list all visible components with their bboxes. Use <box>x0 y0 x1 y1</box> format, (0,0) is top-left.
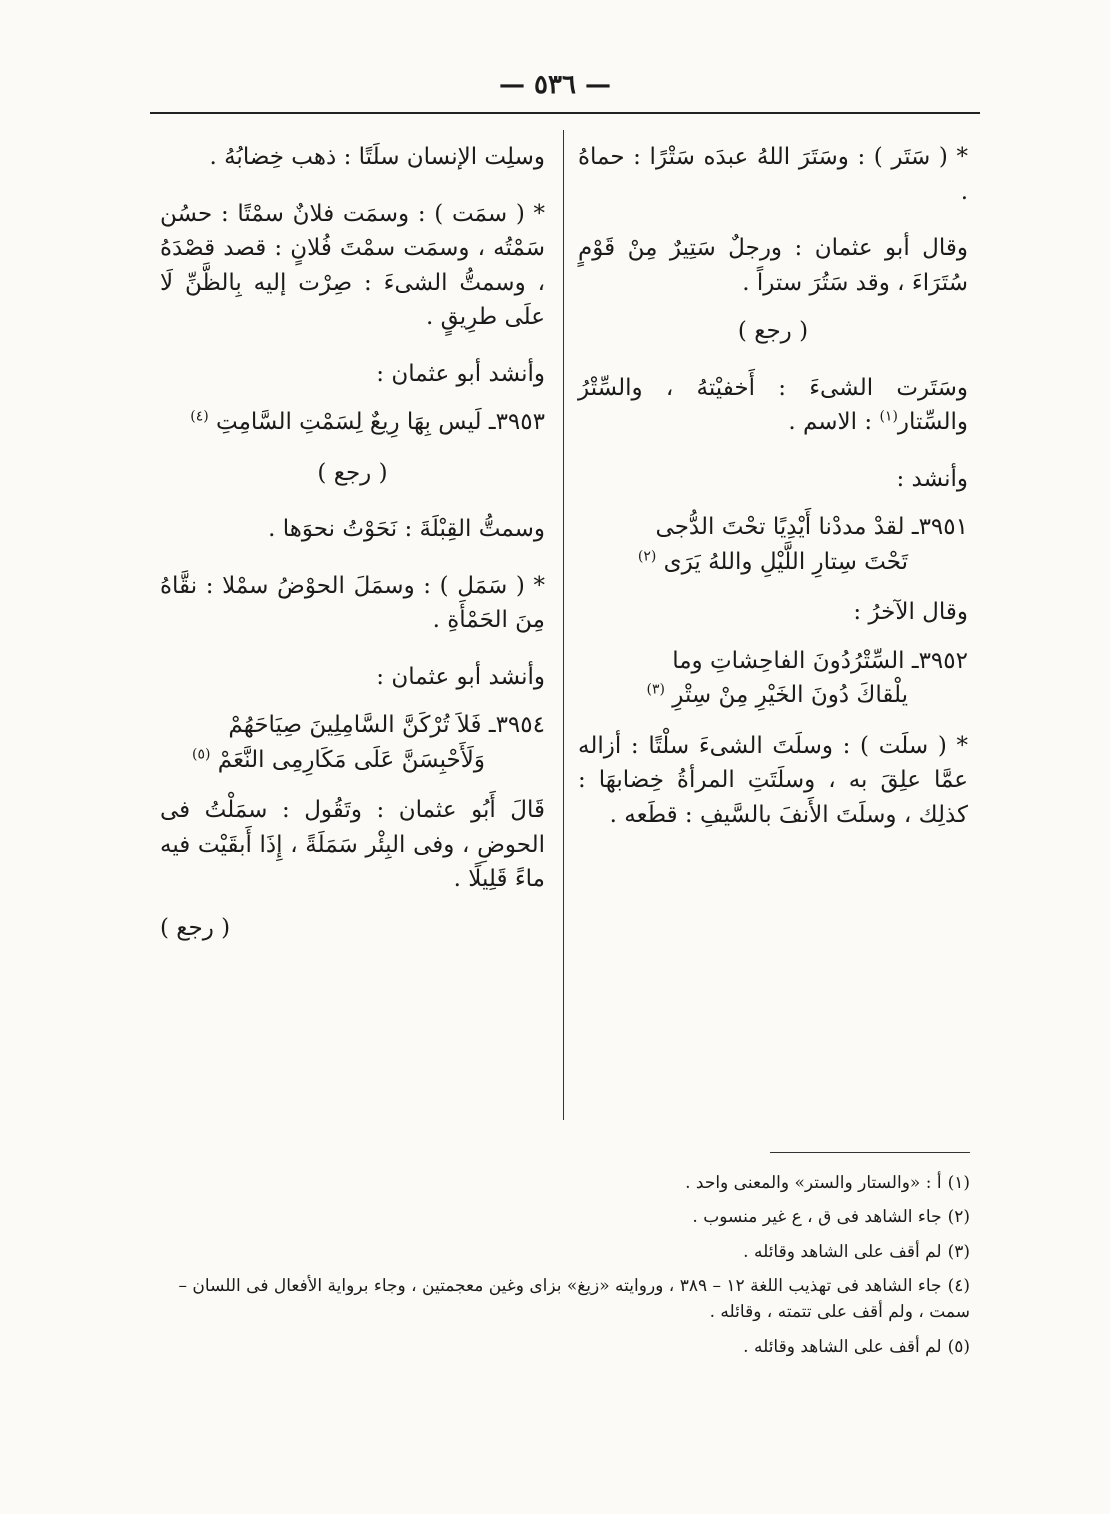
footnote <box>150 1334 970 1360</box>
verse-line-text: يلْقاكَ دُونَ الخَيْرِ مِنْ سِتْرِ <box>672 682 908 708</box>
refer-mark: ( رجع ) <box>737 318 809 344</box>
footnote-ref-3[interactable]: (٣) <box>646 681 665 698</box>
anshad-abu-uthman-2: وأنشد أبو عثمان : <box>376 663 545 690</box>
left-column <box>160 140 545 1130</box>
entry-satar: * ( سَتَر ) : وسَتَرَ اللهُ عبدَه سَتْرًا : حماهُ . <box>578 144 968 205</box>
verse-3953 <box>160 405 545 440</box>
footnote-number: (٢) <box>947 1207 970 1228</box>
footnote-text: لم أقف على الشاهد وقائله . <box>743 1336 942 1357</box>
footnote <box>150 1239 970 1265</box>
footnote-ref-2[interactable]: (٢) <box>637 547 657 564</box>
verse-line <box>160 743 545 778</box>
satar-definition-tail: : الاسم . <box>788 409 880 435</box>
abu-uthman-quote: وقال أبو عثمان : ورجلٌ سَتِيرٌ مِنْ قَوْمٍ سُتَرَاءَ ، وقد سَتُرَ ستراً . <box>578 235 968 296</box>
footnote-text: جاء الشاهد فى تهذيب اللغة ١٢ – ٣٨٩ ، وروايته «زيغ» بزاى وغين معجمتين ، وجاء برواية الأفعال فى اللسان – سمت ، ولم أقف على تتمته ، وقائله . <box>178 1276 970 1323</box>
footnote-ref-4[interactable]: (٤) <box>190 408 209 425</box>
verse-3954 <box>160 708 545 777</box>
verse-line: ٣٩٥٢ـ السِّتْرُدُونَ الفاحِشاتِ وما <box>672 647 968 674</box>
refer-mark: ( رجع ) <box>160 914 231 941</box>
satar-definition-text: وسَتَرت الشىءَ : أَخفيْتهُ ، والسِّتْرُ والسِّتار <box>578 374 968 435</box>
footnote-text: لم أقف على الشاهد وقائله . <box>743 1241 942 1262</box>
entry-samat: * ( سمَت ) : وسمَت فلانٌ سمْتًا : حسُن سَمْتُه ، وسمَت سمْتَ فُلانٍ : قصد قصْدَهُ ، وسمتُّ الشىءَ : صِرْت إليه بِالظَّنِّ لَا علَى طرِيقٍ . <box>160 200 545 330</box>
entry-salat: * ( سلَت ) : وسلَتَ الشىءَ سلْتًا : أزاله عمَّا علِقَ به ، وسلَتَتِ المرأةُ خِضابهَا : كذلِك ، وسلَتَ الأَنفَ بالسَّيفِ : قطَعه . <box>578 732 968 828</box>
footnote-number: (٣) <box>947 1241 970 1262</box>
verse-line <box>578 545 968 580</box>
footnote-text: أ : «والستار والستر» والمعنى واحد . <box>685 1173 942 1193</box>
verse-line-text: تَحْتَ سِتارِ اللَّيْلِ واللهُ يَرَى <box>663 548 908 575</box>
footnotes <box>150 1170 970 1368</box>
satar-definition <box>578 371 968 440</box>
verse-3952 <box>578 644 968 713</box>
verse-line: ٣٩٥١ـ لقدْ مددْنا أَيْدِيًا تحْتَ الدُّجى <box>655 514 968 540</box>
footnote <box>150 1273 970 1326</box>
footnote-rule <box>770 1152 970 1153</box>
verse-line <box>578 678 968 713</box>
footnote <box>150 1170 970 1196</box>
footnote-ref-5[interactable]: (٥) <box>192 745 211 762</box>
verse-3951 <box>578 510 968 579</box>
qala-akhar: وقال الآخرُ : <box>853 599 968 625</box>
footnote-text: جاء الشاهد فى ق ، ع غير منسوب . <box>692 1207 942 1228</box>
refer-mark: ( رجع ) <box>317 459 388 486</box>
footnote-ref-1[interactable]: (١) <box>879 408 898 425</box>
page-number: — ٥٣٦ — <box>498 70 612 100</box>
column-divider <box>563 130 564 1120</box>
footnote-number: (٥) <box>947 1336 970 1357</box>
samat-qibla: وسمتُّ القِبْلَةَ : نَحَوْتُ نحوَها . <box>268 516 545 542</box>
anshad: وأنشد : <box>896 465 968 492</box>
footnote <box>150 1204 970 1230</box>
right-column <box>578 140 968 1130</box>
salat-continued: وسلِت الإنسان سلَتًا : ذهب خِضابُهُ . <box>209 144 545 170</box>
footnote-number: (١) <box>947 1173 970 1193</box>
abu-uthman-samal: قَالَ أَبُو عثمان : وتَقُول : سمَلْتُ فى الحوضِ ، وفى البِئْر سَمَلَةً ، إِذَا أَبقَيْت فيه ماءً قَلِيلًا . <box>160 797 545 892</box>
verse-line: ٣٩٥٤ـ فَلاَ تُرْكَنَّ السَّامِلِينَ صِيَاحَهُمْ <box>228 712 545 738</box>
footnote-number: (٤) <box>947 1276 970 1297</box>
verse-line-text: ٣٩٥٣ـ لَيس بِهَا رِيعٌ لِسَمْتِ السَّامِتِ <box>216 409 545 435</box>
header-rule <box>150 112 980 114</box>
anshad-abu-uthman: وأنشد أبو عثمان : <box>376 360 545 387</box>
verse-line-text: وَلَأَحْبِسَنَّ عَلَى مَكَارِمِى النَّعَمْ <box>217 746 485 773</box>
entry-samal: * ( سَمَل ) : وسمَلَ الحوْضُ سمْلا : نقَّاهُ مِنَ الحَمْأَةِ . <box>160 572 545 633</box>
